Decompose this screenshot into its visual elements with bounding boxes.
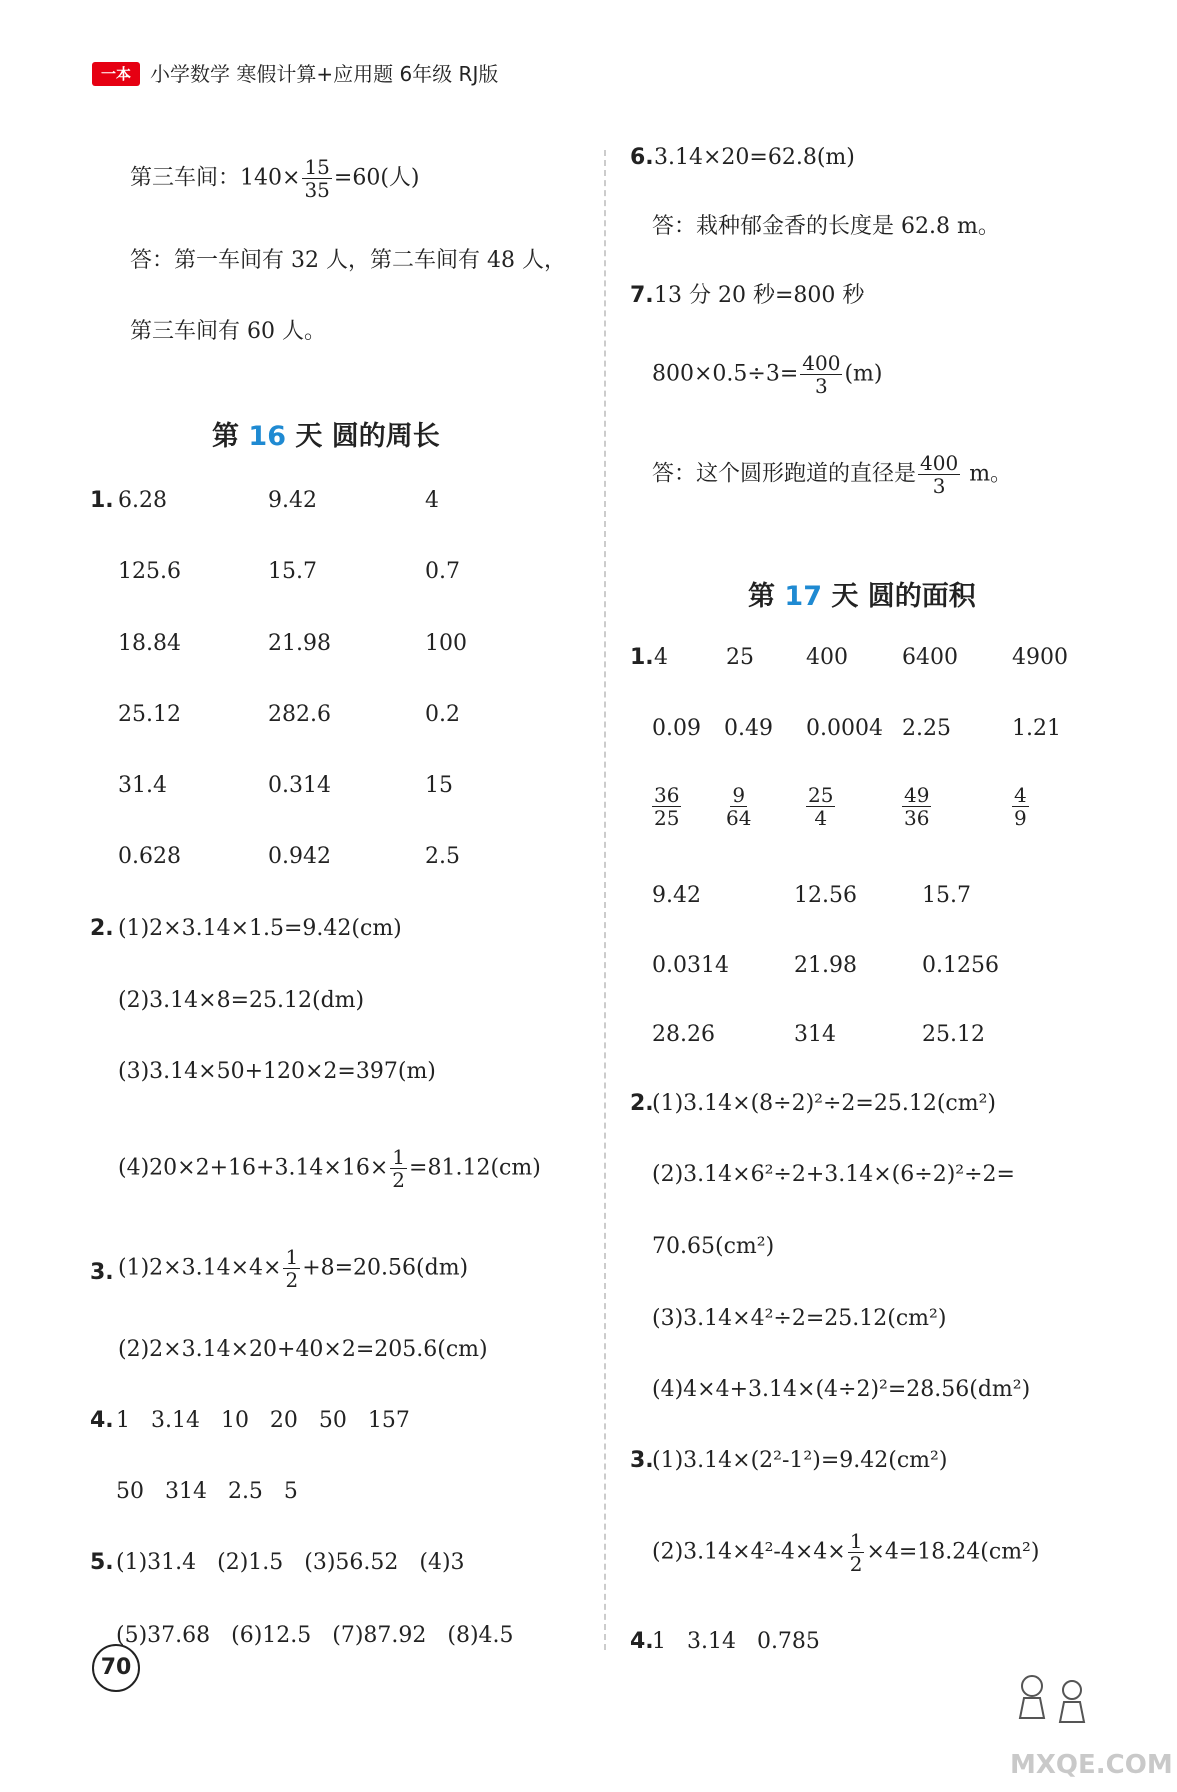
watermark: MXQE.COM: [1010, 1750, 1173, 1780]
fraction: $\frac{1}{2}$: [392, 1145, 406, 1192]
question-label: 2.: [630, 1091, 654, 1116]
answer-line: (2)3.14×4²-4×4× $\frac{1}{2}$ ×4=18.24(cm²): [652, 1529, 1040, 1576]
day-number: 16: [248, 421, 286, 452]
grid-cell: 9.42: [652, 883, 701, 908]
answer-line: 13 分 20 秒=800 秒: [654, 283, 865, 308]
grid-cell: 0.942: [268, 844, 331, 869]
grid-cell: 0.2: [425, 702, 460, 727]
answer-line: (3)3.14×50+120×2=397(m): [118, 1059, 436, 1084]
answer-line: 答：栽种郁金香的长度是 62.8 m。: [652, 214, 1000, 239]
question-label: 1.: [630, 645, 654, 670]
grid-cell: 0.0314: [652, 953, 729, 978]
question-label: 6.: [630, 145, 654, 170]
grid-cell: 12.56: [794, 883, 857, 908]
question-label: 4.: [630, 1629, 654, 1654]
grid-cell: 2.5: [425, 844, 460, 869]
answer-line: 1 3.14 0.785: [652, 1629, 820, 1654]
grid-cell: $\frac{36}{25}$: [654, 783, 680, 830]
answer-line: 3.14×20=62.8(m): [654, 145, 855, 170]
answer-line: 70.65(cm²): [652, 1234, 775, 1259]
header-title: 小学数学 寒假计算+应用题 6年级 RJ版: [150, 62, 499, 86]
answer-line: (1)3.14×(2²-1²)=9.42(cm²): [652, 1448, 948, 1473]
answer-line-2: 第三车间有 60 人。: [130, 319, 326, 344]
grid-cell: 6.28: [118, 488, 167, 513]
grid-cell: 0.49: [724, 716, 773, 741]
fraction: $\frac{1}{2}$: [285, 1245, 299, 1292]
grid-cell: 15.7: [268, 559, 317, 584]
grid-cell: 100: [425, 631, 467, 656]
question-label: 3.: [630, 1448, 654, 1473]
answer-line: (3)3.14×4²÷2=25.12(cm²): [652, 1306, 947, 1331]
grid-cell: 31.4: [118, 773, 167, 798]
grid-cell: 28.26: [652, 1022, 715, 1047]
grid-cell: $\frac{9}{64}$: [726, 783, 752, 830]
answer-line: (2)2×3.14×20+40×2=205.6(cm): [118, 1337, 488, 1362]
answer-line: 50 314 2.5 5: [116, 1479, 298, 1504]
answer-line: (1)2×3.14×1.5=9.42(cm): [118, 916, 402, 941]
brand-badge: 一本: [92, 62, 140, 86]
grid-cell: 1.21: [1012, 716, 1061, 741]
grid-cell: 21.98: [794, 953, 857, 978]
question-label: 7.: [630, 283, 654, 308]
section-title-day16: 第 16 天 圆的周长: [212, 421, 440, 452]
question-label: 5.: [90, 1550, 114, 1575]
answer-line: (5)37.68 (6)12.5 (7)87.92 (8)4.5: [116, 1623, 514, 1648]
cartoon-kids-icon: [1010, 1672, 1100, 1736]
section-title-day17: 第 17 天 圆的面积: [748, 581, 976, 612]
answer-line-1: 答：第一车间有 32 人，第二车间有 48 人，: [130, 248, 566, 273]
grid-cell: 0.1256: [922, 953, 999, 978]
grid-cell: 125.6: [118, 559, 181, 584]
grid-cell: 4: [425, 488, 439, 513]
grid-cell: 4: [654, 645, 668, 670]
grid-cell: 6400: [902, 645, 958, 670]
grid-cell: 0.628: [118, 844, 181, 869]
grid-cell: 15: [425, 773, 453, 798]
grid-cell: 282.6: [268, 702, 331, 727]
answer-line: (4)4×4+3.14×(4÷2)²=28.56(dm²): [652, 1377, 1031, 1402]
answer-line: 答：这个圆形跑道的直径是 $\frac{400}{3}$ m。: [652, 451, 1013, 498]
fraction: $\frac{400}{3}$: [802, 351, 841, 398]
grid-cell: 314: [794, 1022, 836, 1047]
grid-cell: 21.98: [268, 631, 331, 656]
answer-line: (2)3.14×6²÷2+3.14×(6÷2)²÷2=: [652, 1162, 1015, 1187]
grid-cell: $\frac{49}{36}$: [904, 783, 930, 830]
answer-line: (2)3.14×8=25.12(dm): [118, 988, 365, 1013]
grid-cell: 0.09: [652, 716, 701, 741]
question-label: 4.: [90, 1408, 114, 1433]
grid-cell: 0.314: [268, 773, 331, 798]
column-divider: [604, 150, 606, 1650]
fraction: $\frac{1}{2}$: [849, 1529, 863, 1576]
grid-cell: 25: [726, 645, 754, 670]
grid-cell: 25.12: [118, 702, 181, 727]
grid-cell: 2.25: [902, 716, 951, 741]
grid-cell: 4900: [1012, 645, 1068, 670]
workshop3-line: [130, 156, 420, 201]
grid-cell: $\frac{25}{4}$: [808, 783, 834, 830]
grid-cell: 0.0004: [806, 716, 883, 741]
workshop3-suffix: =60(人): [333, 165, 420, 191]
grid-cell: 18.84: [118, 631, 181, 656]
grid-cell: 400: [806, 645, 848, 670]
answer-line: 800×0.5÷3= $\frac{400}{3}$ (m): [652, 351, 883, 398]
grid-cell: 25.12: [922, 1022, 985, 1047]
answer-line: (1)3.14×(8÷2)²÷2=25.12(cm²): [652, 1091, 997, 1116]
grid-cell: 15.7: [922, 883, 971, 908]
fraction: $\frac{400}{3}$: [920, 451, 959, 498]
question-label: 1.: [90, 488, 114, 513]
day-number: 17: [784, 581, 822, 612]
fraction: $\frac{15}{35}$: [304, 155, 330, 202]
grid-cell: $\frac{4}{9}$: [1014, 783, 1027, 830]
grid-cell: 0.7: [425, 559, 460, 584]
question-label: 2.: [90, 916, 114, 941]
question-label: 3.: [90, 1260, 114, 1285]
answer-line: (4)20×2+16+3.14×16× $\frac{1}{2}$ =81.12(cm): [118, 1145, 541, 1192]
answer-line: 1 3.14 10 20 50 157: [116, 1408, 410, 1433]
grid-cell: 9.42: [268, 488, 317, 513]
workshop3-prefix: 第三车间：140×: [130, 165, 301, 191]
answer-line: (1)31.4 (2)1.5 (3)56.52 (4)3: [116, 1550, 465, 1575]
answer-line: (1)2×3.14×4× $\frac{1}{2}$ +8=20.56(dm): [118, 1245, 469, 1292]
page-number: 70: [92, 1644, 140, 1692]
